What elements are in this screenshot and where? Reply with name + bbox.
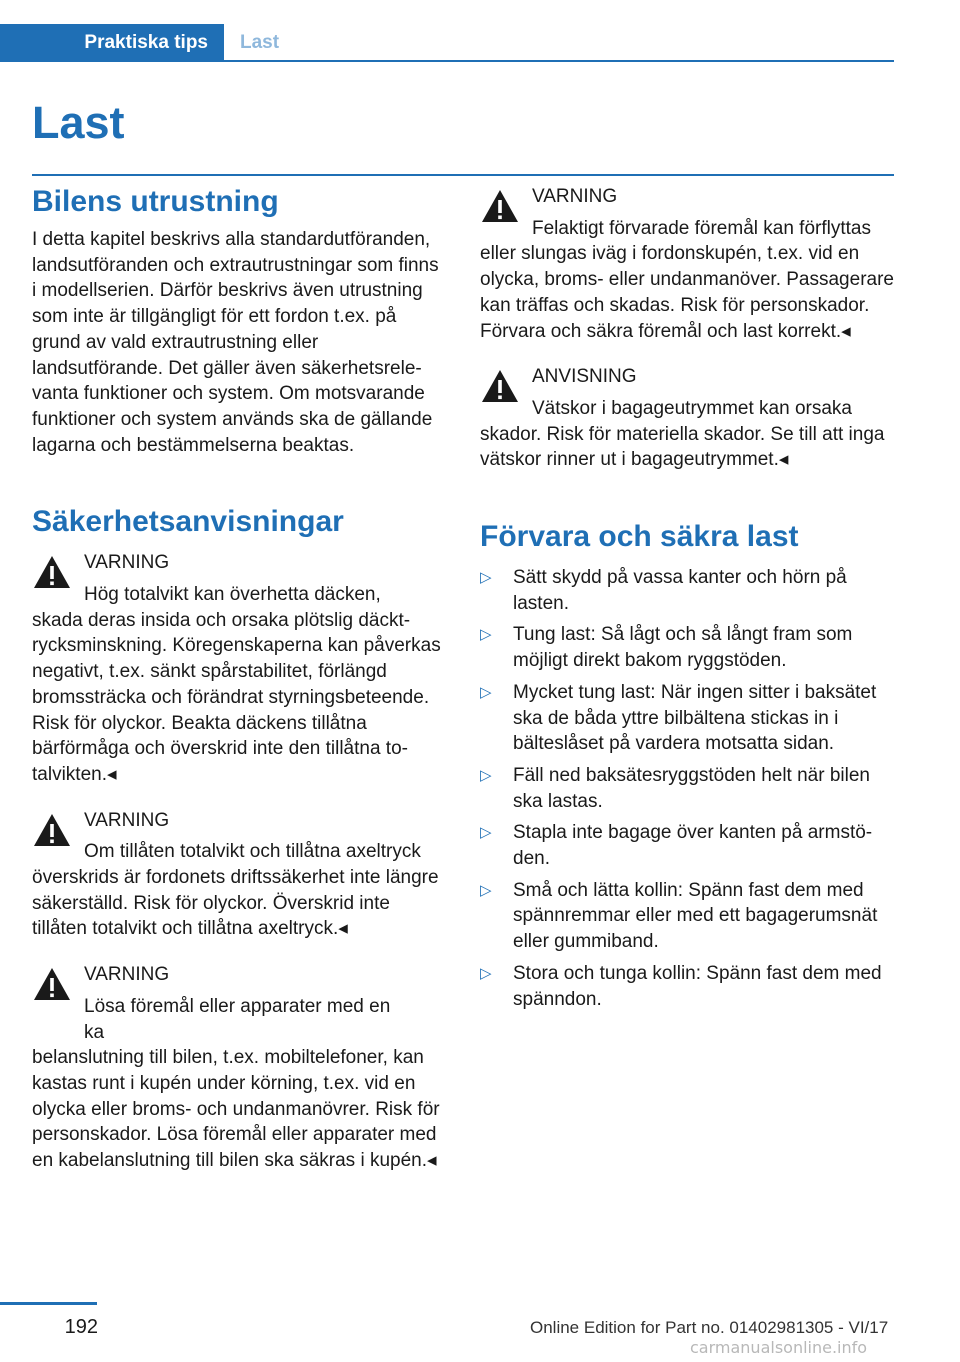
bullet-triangle-icon: ▷ bbox=[480, 964, 492, 982]
list-item: ▷ Små och lätta kollin: Spänn fast dem med spännremmar eller med ett bagagerumsnät eller gummiband. bbox=[480, 879, 878, 953]
edition-label: Online Edition for Part no. 01402981305 - VI/17 bbox=[530, 1318, 889, 1337]
notice-first-line: Vätskor i bagageutrymmet kan orsaka bbox=[532, 397, 852, 419]
notice-block bbox=[480, 364, 896, 473]
warning-label: VARNING bbox=[84, 809, 170, 831]
list-item: ▷ Fäll ned baksätesryggstöden helt när bilen ska lastas. bbox=[480, 764, 871, 812]
storage-list bbox=[480, 565, 896, 1012]
header-divider bbox=[0, 60, 894, 62]
notice-triangle-icon bbox=[480, 368, 520, 406]
warning-block bbox=[32, 962, 448, 1174]
warning-text: eller slungas iväg i fordonskupén, t.ex. vid en olycka, broms- eller undanmanöver. Passagerare kan träffas och skadas. Risk för personskador. Förvara och säkra föremål och last korrekt.◂ bbox=[480, 243, 894, 342]
bullet-triangle-icon: ▷ bbox=[480, 626, 492, 644]
page-tab-label: Last bbox=[240, 32, 280, 53]
watermark: carmanualsonline.info bbox=[690, 1338, 868, 1357]
warning-triangle-icon bbox=[480, 188, 520, 226]
warning-block bbox=[32, 808, 448, 943]
section-tab-label: Praktiska tips bbox=[84, 32, 208, 53]
warning-triangle-icon bbox=[32, 966, 72, 1004]
warning-label: VARNING bbox=[532, 186, 618, 207]
list-item: ▷ Stapla inte bagage över kanten på armstöden. bbox=[480, 822, 873, 870]
title-divider bbox=[32, 174, 894, 176]
warning-first-line: Hög totalvikt kan överhetta däcken, bbox=[84, 584, 381, 606]
warning-first-line: Lösa föremål eller apparater med en ka bbox=[84, 995, 391, 1043]
page-number: 192 bbox=[64, 1316, 98, 1338]
bullet-triangle-icon: ▷ bbox=[480, 569, 492, 587]
warning-label: VARNING bbox=[84, 964, 170, 986]
equipment-text: I detta kapitel beskrivs alla standardutföranden, landsutföranden och extrautrustningar som finns i modellserien. Därför beskrivs även utrustning som inte är tillgängligt för ett fordon t.ex. på grund av vald extrautrustning eller landsutförande. Det gäller även säkerhetsrelevanta funktioner och system. Om motsvarande funktioner och system används ska de gällande lagarna och bestämmelserna beaktas. bbox=[32, 229, 439, 456]
warning-label: VARNING bbox=[84, 552, 170, 574]
bullet-triangle-icon: ▷ bbox=[480, 881, 492, 899]
warning-first-line: Om tillåten totalvikt och tillåtna axeltryck bbox=[84, 841, 421, 863]
warning-first-line: Felaktigt förvarade föremål kan förflyttas bbox=[532, 217, 871, 239]
warning-text: belanslutning till bilen, t.ex. mobiltelefoner, kan kastas runt i kupén under körning, t.ex. vid en olycka eller broms- och undanmanövrer. Risk för personskador. Lösa föremål eller apparater med en kabelanslutning till bilen ska säkras i kupén.◂ bbox=[32, 1047, 440, 1172]
notice-label: ANVISNING bbox=[532, 366, 637, 388]
footer-divider bbox=[0, 1302, 97, 1305]
page-title: Last bbox=[32, 97, 125, 148]
safety-heading: Säkerhetsanvisningar bbox=[32, 505, 344, 539]
list-item: ▷ Tung last: Så lågt och så långt fram som möjligt direkt bakom ryggstöden. bbox=[480, 624, 853, 672]
list-item: ▷ Stora och tunga kollin: Spänn fast dem med spänndon. bbox=[480, 962, 882, 1010]
warning-text: skada deras insida och orsaka plötslig däcktrycksminskning. Köregenskaperna kan påverkas negativt, t.ex. sänkt spårstabilitet, förlängd bromssträcka och förändrat styrningsbeteende. Risk för olyckor. Beakta däckens tillåtna bärförmåga och överskrid inte den tillåtna totalvikten.◂ bbox=[32, 609, 441, 785]
list-item: ▷ Sätt skydd på vassa kanter och hörn på lasten. bbox=[480, 567, 847, 614]
equipment-heading: Bilens utrustning bbox=[32, 185, 279, 218]
warning-text: överskrids är fordonets driftssäkerhet inte längre säkerställd. Risk för olyckor. Överskrid inte tillåten totalvikt och tillåtna axeltryck.◂ bbox=[32, 867, 439, 940]
bullet-triangle-icon: ▷ bbox=[480, 824, 492, 842]
header-bar bbox=[0, 24, 894, 62]
warning-triangle-icon bbox=[32, 812, 72, 850]
notice-text: skador. Risk för materiella skador. Se till att inga vätskor rinner ut i bagageutrymmet.◂ bbox=[480, 423, 885, 471]
right-column bbox=[480, 180, 896, 1018]
warning-block bbox=[32, 550, 448, 787]
warning-triangle-icon bbox=[32, 554, 72, 592]
storage-heading: Förvara och säkra last bbox=[480, 520, 799, 554]
warning-block bbox=[480, 184, 896, 344]
list-item: ▷ Mycket tung last: När ingen sitter i baksätet ska de båda yttre bilbältena stickas in i bälteslåset på vardera motsatta sidan. bbox=[480, 681, 877, 755]
page-tab[interactable] bbox=[240, 24, 279, 62]
bullet-triangle-icon: ▷ bbox=[480, 766, 492, 784]
bullet-triangle-icon: ▷ bbox=[480, 683, 492, 701]
left-column bbox=[32, 180, 448, 1174]
section-tab[interactable] bbox=[0, 24, 224, 62]
